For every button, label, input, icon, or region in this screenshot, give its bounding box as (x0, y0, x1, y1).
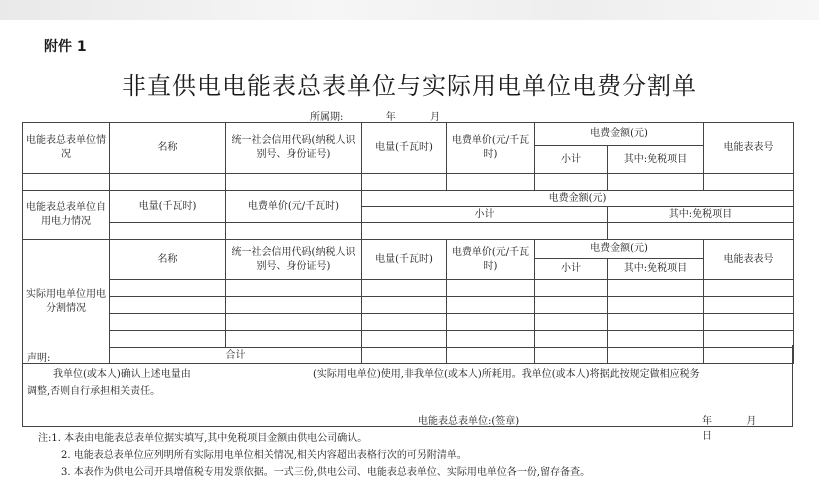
cell-input[interactable] (110, 314, 226, 331)
sec3-total-label: 合计 (110, 348, 362, 364)
sec1-amount-header: 电费金额(元) (535, 123, 704, 146)
cell-input[interactable] (110, 223, 226, 240)
sec1-taxfree-header: 其中:免税项目 (608, 146, 704, 174)
cell-input[interactable] (226, 174, 362, 191)
split-table (22, 122, 794, 364)
sec3-amount-header: 电费金额(元) (535, 240, 704, 259)
cell-input[interactable] (704, 297, 794, 314)
cell-input[interactable] (226, 314, 362, 331)
period-year: 年 (385, 112, 396, 123)
note-1: 注:1. 本表由电能表总表单位据实填写,其中免税项目金额由供电公司确认。 (38, 433, 368, 444)
period-month: 月 (430, 112, 441, 123)
sec1-price-header: 电费单价(元/千瓦时) (447, 123, 535, 174)
sec1-name-header: 名称 (110, 123, 226, 174)
page-title: 非直供电电能表总表单位与实际用电单位电费分割单 (122, 72, 697, 100)
sec3-name-header: 名称 (110, 240, 226, 280)
sec2-subtotal-header: 小计 (362, 207, 608, 223)
cell-input[interactable] (362, 223, 608, 240)
cell-input[interactable] (608, 223, 794, 240)
cell-input[interactable] (110, 174, 226, 191)
top-shade (0, 0, 819, 20)
cell-input[interactable] (226, 223, 362, 240)
sec3-kwh-header: 电量(千瓦时) (362, 240, 447, 280)
sec3-price-header: 电费单价(元/千瓦时) (447, 240, 535, 280)
sec2-label: 电能表总表单位自用电力情况 (23, 191, 110, 240)
sec2-taxfree-header: 其中:免税项目 (608, 207, 794, 223)
sec1-blank (23, 174, 110, 191)
note-2: 2. 电能表总表单位应列明所有实际用电单位相关情况,相关内容超出表格行次的可另附清单。 (61, 450, 467, 461)
cell-input[interactable] (608, 280, 704, 297)
sec3-subtotal-header: 小计 (535, 259, 608, 280)
sec1-subtotal-header: 小计 (535, 146, 608, 174)
date-month: 月 (746, 416, 757, 427)
notes (38, 430, 590, 481)
cell-input[interactable] (226, 297, 362, 314)
declaration-line1a: 我单位(或本人)确认上述电量由 (53, 369, 191, 380)
sec3-meter-header: 电能表表号 (704, 240, 794, 280)
cell-input[interactable] (704, 280, 794, 297)
cell-input[interactable] (362, 297, 447, 314)
declaration-line2: 调整,否则自行承担相关责任。 (27, 386, 161, 397)
cell-input[interactable] (110, 280, 226, 297)
note-3: 3. 本表作为供电公司开具增值税专用发票依据。一式三份,供电公司、电能表总表单位、实际用电单位各一份,留存备查。 (61, 467, 591, 478)
cell-input[interactable] (110, 297, 226, 314)
sec3-credit-header: 统一社会信用代码(纳税人识别号、身份证号) (226, 240, 362, 280)
cell-input[interactable] (608, 297, 704, 314)
cell-input[interactable] (226, 280, 362, 297)
sec1-meter-header: 电能表表号 (704, 123, 794, 174)
sec1-credit-header: 统一社会信用代码(纳税人识别号、身份证号) (226, 123, 362, 174)
cell-input[interactable] (608, 314, 704, 331)
cell-input[interactable] (535, 314, 608, 331)
cell-input[interactable] (447, 280, 535, 297)
cell-input[interactable] (447, 174, 535, 191)
cell-input[interactable] (447, 297, 535, 314)
period-label: 所属期: (310, 112, 344, 123)
cell-input[interactable] (535, 297, 608, 314)
cell-input[interactable] (704, 174, 794, 191)
attachment-label: 附件 1 (44, 39, 87, 55)
sec3-label: 实际用电单位用电分割情况 (23, 240, 110, 364)
sec2-kwh-header: 电量(千瓦时) (110, 191, 226, 223)
cell-input[interactable] (608, 174, 704, 191)
sec2-amount-header: 电费金额(元) (362, 191, 794, 207)
cell-input[interactable] (362, 280, 447, 297)
cell-input[interactable] (535, 280, 608, 297)
signature-date (693, 412, 792, 442)
cell-input[interactable] (362, 314, 447, 331)
sec1-kwh-header: 电量(千瓦时) (362, 123, 447, 174)
sec2-price-header: 电费单价(元/千瓦时) (226, 191, 362, 223)
cell-input[interactable] (535, 174, 608, 191)
cell-input[interactable] (362, 174, 447, 191)
period-row (310, 108, 440, 123)
cell-input[interactable] (704, 314, 794, 331)
date-day: 日 (702, 431, 712, 442)
sec1-label: 电能表总表单位情况 (23, 123, 110, 174)
sec3-taxfree-header: 其中:免税项目 (608, 259, 704, 280)
declaration-line1b: (实际用电单位)使用,非我单位(或本人)所耗用。我单位(或本人)将据此按规定做相应税务 (313, 369, 700, 380)
cell-input[interactable] (447, 314, 535, 331)
date-year: 年 (702, 416, 712, 427)
declaration-heading: 声明: (27, 353, 51, 364)
signature-label: 电能表总表单位:(签章) (418, 416, 520, 427)
